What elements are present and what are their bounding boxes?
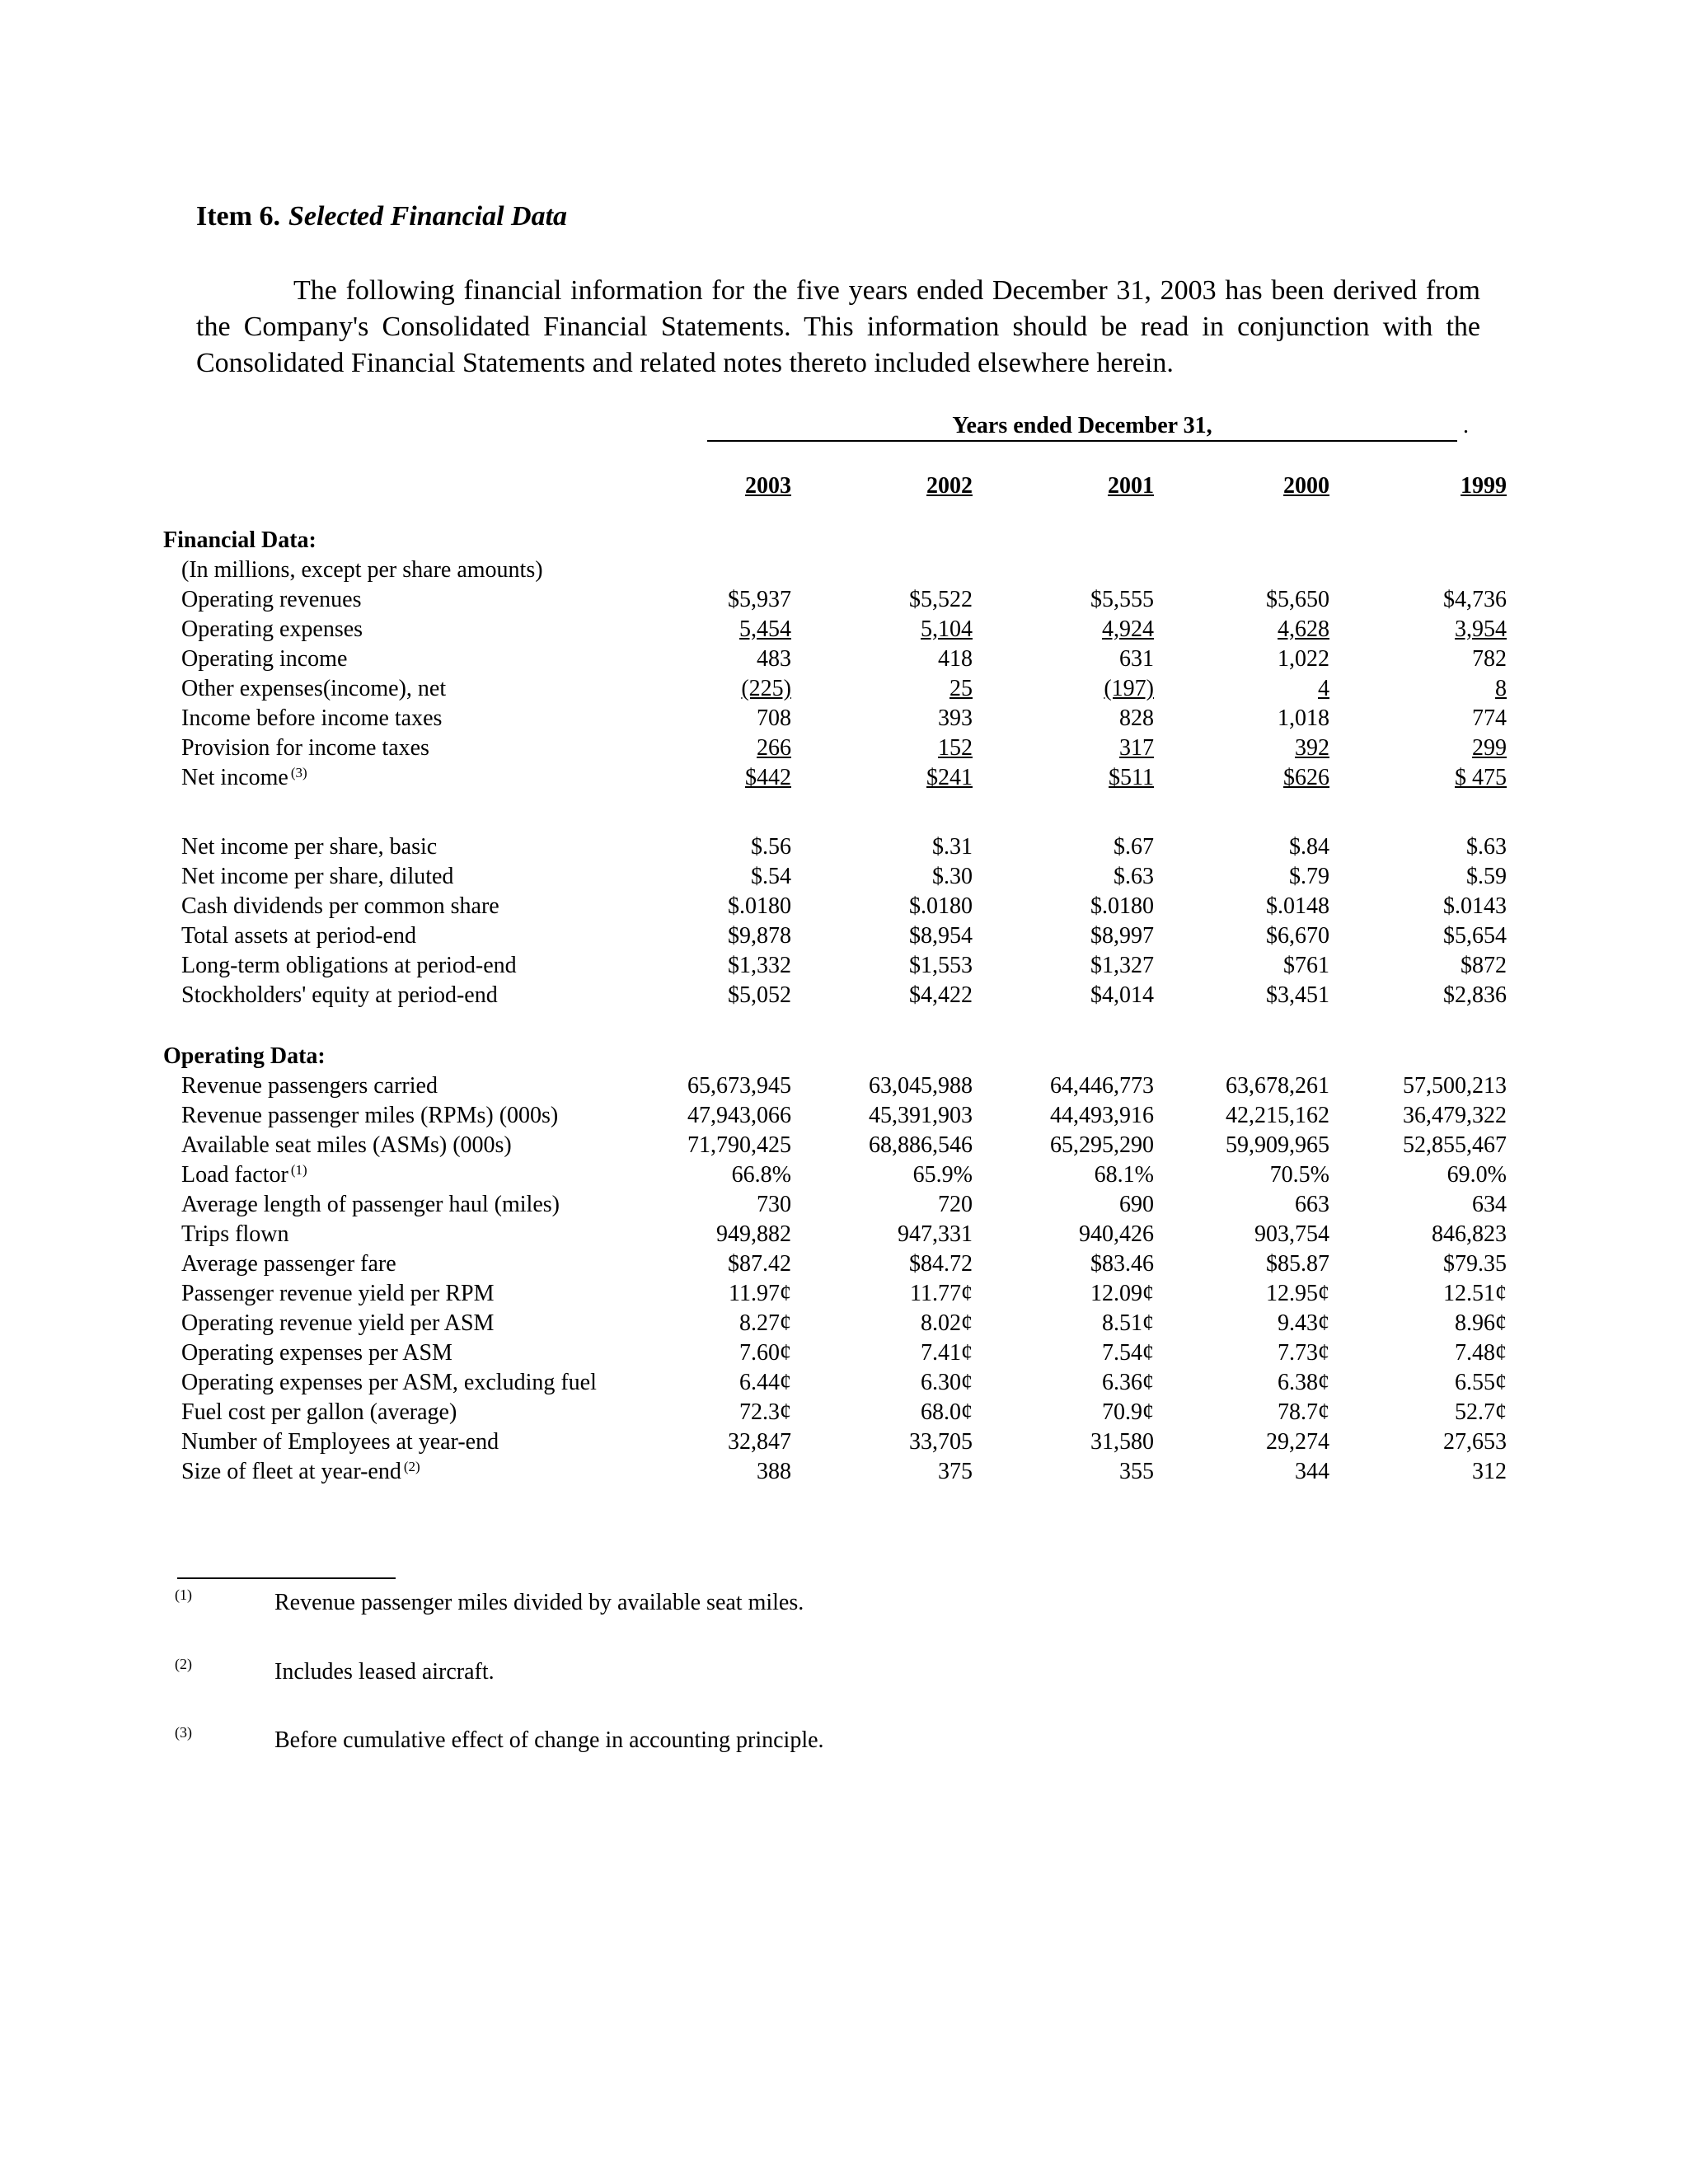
cell-value: 45,391,903: [869, 1103, 973, 1128]
cell-value: 52,855,467: [1403, 1132, 1507, 1158]
cell-value: 774: [1472, 705, 1507, 731]
table-row: [0, 1279, 1688, 1309]
cell-value: 8.27¢: [739, 1310, 791, 1336]
cell-value: 7.60¢: [739, 1340, 791, 1366]
cell-value: 730: [757, 1192, 791, 1217]
financial-data-note: (In millions, except per share amounts): [181, 557, 543, 583]
cell-value: 78.7¢: [1278, 1399, 1329, 1425]
intro-paragraph: [196, 273, 1480, 382]
cell-value: 68,886,546: [869, 1132, 973, 1158]
cell-value: $.0143: [1443, 893, 1507, 919]
table-row: [0, 1457, 1688, 1487]
financial-note-row: [0, 555, 1688, 585]
table-row: [0, 832, 1688, 862]
cell-value: 392: [1295, 735, 1329, 761]
cell-value: $761: [1283, 953, 1329, 978]
table-row: [0, 585, 1688, 615]
cell-value: 299: [1472, 735, 1507, 761]
cell-value: 720: [938, 1192, 973, 1217]
cell-value: 940,426: [1079, 1221, 1154, 1247]
cell-value: 947,331: [898, 1221, 973, 1247]
cell-value: 6.55¢: [1455, 1370, 1507, 1395]
cell-value: 7.54¢: [1102, 1340, 1154, 1366]
cell-value: $1,553: [909, 953, 973, 978]
cell-value: $5,937: [728, 587, 791, 612]
cell-value: 1,018: [1278, 705, 1329, 731]
footnote-ref: (2): [403, 1459, 420, 1474]
cell-value: 57,500,213: [1403, 1073, 1507, 1099]
cell-value: (225): [741, 676, 791, 701]
cell-value: $ 475: [1455, 765, 1507, 790]
cell-value: 70.5%: [1269, 1162, 1329, 1188]
cell-value: $5,555: [1090, 587, 1154, 612]
cell-value: $.54: [751, 864, 791, 889]
cell-value: 25: [950, 676, 973, 701]
table-row: [0, 1309, 1688, 1338]
cell-value: 6.44¢: [739, 1370, 791, 1395]
cell-value: 66.8%: [731, 1162, 791, 1188]
table-row: [0, 1368, 1688, 1398]
cell-value: 312: [1472, 1459, 1507, 1484]
cell-value: 8.51¢: [1102, 1310, 1154, 1336]
row-label-text: Size of fleet at year-end: [181, 1459, 401, 1484]
cell-value: $.63: [1466, 834, 1507, 860]
cell-value: 11.77¢: [910, 1281, 973, 1306]
table-row: [0, 704, 1688, 733]
row-label: Operating revenues: [181, 587, 362, 612]
cell-value: 266: [757, 735, 791, 761]
cell-value: 65,673,945: [687, 1073, 791, 1099]
cell-value: $.0180: [728, 893, 791, 919]
cell-value: 12.51¢: [1443, 1281, 1507, 1306]
cell-value: 71,790,425: [687, 1132, 791, 1158]
cell-value: $872: [1461, 953, 1507, 978]
cell-value: 65.9%: [912, 1162, 973, 1188]
cell-value: $1,332: [728, 953, 791, 978]
cell-value: $.56: [751, 834, 791, 860]
row-label: Cash dividends per common share: [181, 893, 499, 919]
operating-heading-row: [0, 1042, 1688, 1071]
row-label: [181, 1457, 420, 1487]
cell-value: 828: [1119, 705, 1154, 731]
cell-value: 59,909,965: [1226, 1132, 1329, 1158]
cell-value: $84.72: [909, 1251, 973, 1277]
table-row: [0, 615, 1688, 644]
cell-value: 418: [938, 646, 973, 672]
cell-value: 8: [1495, 676, 1507, 701]
row-label: Revenue passenger miles (RPMs) (000s): [181, 1103, 559, 1128]
cell-value: $.30: [932, 864, 973, 889]
table-row: [0, 1338, 1688, 1368]
cell-value: 846,823: [1432, 1221, 1507, 1247]
row-label: Fuel cost per gallon (average): [181, 1399, 457, 1425]
financial-data-heading: Financial Data:: [163, 527, 316, 553]
table-row: [0, 644, 1688, 674]
cell-value: 631: [1119, 646, 1154, 672]
table-row: [0, 1101, 1688, 1131]
cell-value: 5,104: [921, 616, 973, 642]
year-header-row: [0, 471, 1688, 501]
cell-value: $4,422: [909, 982, 973, 1008]
row-label: Provision for income taxes: [181, 735, 429, 761]
row-label: Average passenger fare: [181, 1251, 396, 1277]
cell-value: 68.0¢: [921, 1399, 973, 1425]
cell-value: 393: [938, 705, 973, 731]
cell-value: 72.3¢: [739, 1399, 791, 1425]
row-label: Operating expenses per ASM, excluding fuel: [181, 1370, 597, 1395]
table-row: [0, 1160, 1688, 1190]
cell-value: $1,327: [1090, 953, 1154, 978]
intro-text: The following financial information for the five years ended December 31, 2003 has been derived from the Company's Consolidated Financial Statements. This information should be read in conjunction with the Consolidated Financial Statements and related notes thereto included elsewhere herein.: [196, 275, 1480, 378]
cell-value: 388: [757, 1459, 791, 1484]
cell-value: $.63: [1114, 864, 1154, 889]
table-row: [0, 981, 1688, 1010]
table-row: [0, 862, 1688, 892]
cell-value: 1,022: [1278, 646, 1329, 672]
footnote: [0, 1657, 1688, 1687]
cell-value: 7.41¢: [921, 1340, 973, 1366]
cell-value: $5,654: [1443, 923, 1507, 949]
cell-value: $.79: [1289, 864, 1329, 889]
table-row: [0, 674, 1688, 704]
cell-value: 317: [1119, 735, 1154, 761]
cell-value: 63,045,988: [869, 1073, 973, 1099]
cell-value: 29,274: [1266, 1429, 1329, 1455]
footnote: [0, 1726, 1688, 1755]
table-row: [0, 1398, 1688, 1427]
cell-value: 44,493,916: [1050, 1103, 1154, 1128]
cell-value: 355: [1119, 1459, 1154, 1484]
cell-value: 634: [1472, 1192, 1507, 1217]
row-label: Income before income taxes: [181, 705, 443, 731]
table-row: [0, 1071, 1688, 1101]
cell-value: 4,628: [1278, 616, 1329, 642]
cell-value: $.31: [932, 834, 973, 860]
footnote: [0, 1588, 1688, 1618]
footnote-text: Includes leased aircraft.: [274, 1659, 495, 1685]
table-row: [0, 892, 1688, 921]
cell-value: 32,847: [728, 1429, 791, 1455]
cell-value: $511: [1109, 765, 1154, 790]
cell-value: $79.35: [1443, 1251, 1507, 1277]
cell-value: 344: [1295, 1459, 1329, 1484]
cell-value: 31,580: [1090, 1429, 1154, 1455]
cell-value: 12.09¢: [1090, 1281, 1154, 1306]
cell-value: 9.43¢: [1278, 1310, 1329, 1336]
operating-data-heading: Operating Data:: [163, 1043, 326, 1069]
table-row: [0, 1131, 1688, 1160]
cell-value: 375: [938, 1459, 973, 1484]
cell-value: 36,479,322: [1403, 1103, 1507, 1128]
table-row: [0, 763, 1688, 793]
year-header: 1999: [1461, 473, 1507, 499]
cell-value: $8,997: [1090, 923, 1154, 949]
cell-value: 63,678,261: [1226, 1073, 1329, 1099]
cell-value: 3,954: [1455, 616, 1507, 642]
cell-value: 663: [1295, 1192, 1329, 1217]
footnote-mark: (3): [175, 1724, 192, 1741]
cell-value: 27,653: [1443, 1429, 1507, 1455]
cell-value: (197): [1104, 676, 1154, 701]
row-label: Revenue passengers carried: [181, 1073, 438, 1099]
cell-value: 70.9¢: [1102, 1399, 1154, 1425]
cell-value: $.84: [1289, 834, 1329, 860]
cell-value: 7.73¢: [1278, 1340, 1329, 1366]
cell-value: $2,836: [1443, 982, 1507, 1008]
cell-value: $4,014: [1090, 982, 1154, 1008]
section-title: Selected Financial Data: [288, 201, 568, 232]
table-row: [0, 1220, 1688, 1249]
cell-value: $9,878: [728, 923, 791, 949]
footnote-divider: [177, 1577, 396, 1579]
cell-value: 949,882: [716, 1221, 791, 1247]
row-label: Operating expenses per ASM: [181, 1340, 452, 1366]
cell-value: 5,454: [739, 616, 791, 642]
cell-value: 483: [757, 646, 791, 672]
row-label: Net income per share, basic: [181, 834, 438, 860]
row-label: Stockholders' equity at period-end: [181, 982, 498, 1008]
period-header-label: Years ended December 31,: [952, 413, 1212, 438]
cell-value: 12.95¢: [1266, 1281, 1329, 1306]
item-number: Item 6.: [196, 201, 280, 232]
cell-value: 782: [1472, 646, 1507, 672]
cell-value: $.0148: [1266, 893, 1329, 919]
cell-value: $4,736: [1443, 587, 1507, 612]
cell-value: 903,754: [1254, 1221, 1329, 1247]
cell-value: 68.1%: [1094, 1162, 1154, 1188]
footnote-mark: (1): [175, 1586, 192, 1603]
cell-value: 8.02¢: [921, 1310, 973, 1336]
cell-value: 7.48¢: [1455, 1340, 1507, 1366]
row-label: [181, 763, 307, 793]
cell-value: 65,295,290: [1050, 1132, 1154, 1158]
cell-value: $5,650: [1266, 587, 1329, 612]
cell-value: 4: [1318, 676, 1329, 701]
cell-value: 6.38¢: [1278, 1370, 1329, 1395]
cell-value: $626: [1283, 765, 1329, 790]
year-header: 2003: [745, 473, 791, 499]
financial-heading-row: [0, 526, 1688, 555]
row-label: Other expenses(income), net: [181, 676, 447, 701]
cell-value: 8.96¢: [1455, 1310, 1507, 1336]
table-row: [0, 1427, 1688, 1457]
row-label: Number of Employees at year-end: [181, 1429, 499, 1455]
row-label: Operating revenue yield per ASM: [181, 1310, 495, 1336]
cell-value: 6.36¢: [1102, 1370, 1154, 1395]
row-label: Operating expenses: [181, 616, 363, 642]
footnote-text: Revenue passenger miles divided by available seat miles.: [274, 1590, 804, 1615]
cell-value: 11.97¢: [729, 1281, 791, 1306]
cell-value: 6.30¢: [921, 1370, 973, 1395]
table-row: [0, 1190, 1688, 1220]
section-heading: [196, 201, 567, 232]
period-header-tail: .: [1463, 413, 1469, 438]
row-label: Total assets at period-end: [181, 923, 416, 949]
cell-value: $.59: [1466, 864, 1507, 889]
cell-value: 42,215,162: [1226, 1103, 1329, 1128]
cell-value: $.67: [1114, 834, 1154, 860]
row-label: Long-term obligations at period-end: [181, 953, 517, 978]
row-label: Average length of passenger haul (miles): [181, 1192, 560, 1217]
cell-value: 69.0%: [1447, 1162, 1507, 1188]
table-row: [0, 921, 1688, 951]
row-label-text: Load factor: [181, 1162, 288, 1188]
row-label: [181, 1160, 307, 1190]
footnote-mark: (2): [175, 1656, 192, 1672]
cell-value: $85.87: [1266, 1251, 1329, 1277]
period-header: [707, 412, 1469, 442]
cell-value: $3,451: [1266, 982, 1329, 1008]
row-label: Available seat miles (ASMs) (000s): [181, 1132, 512, 1158]
cell-value: $83.46: [1090, 1251, 1154, 1277]
row-label: Operating income: [181, 646, 348, 672]
cell-value: $6,670: [1266, 923, 1329, 949]
row-label-text: Net income: [181, 765, 288, 790]
footnote-text: Before cumulative effect of change in accounting principle.: [274, 1727, 824, 1753]
cell-value: $5,522: [909, 587, 973, 612]
table-row: [0, 951, 1688, 981]
cell-value: $442: [745, 765, 791, 790]
row-label: Net income per share, diluted: [181, 864, 454, 889]
footnote-ref: (1): [290, 1162, 307, 1178]
cell-value: 33,705: [909, 1429, 973, 1455]
footnote-ref: (3): [290, 765, 307, 780]
year-header: 2001: [1108, 473, 1154, 499]
cell-value: 690: [1119, 1192, 1154, 1217]
row-label: Passenger revenue yield per RPM: [181, 1281, 495, 1306]
cell-value: $.0180: [909, 893, 973, 919]
cell-value: 64,446,773: [1050, 1073, 1154, 1099]
cell-value: 152: [938, 735, 973, 761]
table-row: [0, 733, 1688, 763]
cell-value: $5,052: [728, 982, 791, 1008]
cell-value: $.0180: [1090, 893, 1154, 919]
year-header: 2002: [926, 473, 973, 499]
cell-value: $241: [926, 765, 973, 790]
cell-value: 4,924: [1102, 616, 1154, 642]
cell-value: 52.7¢: [1455, 1399, 1507, 1425]
cell-value: 708: [757, 705, 791, 731]
year-header: 2000: [1283, 473, 1329, 499]
table-row: [0, 1249, 1688, 1279]
cell-value: $87.42: [728, 1251, 791, 1277]
cell-value: 47,943,066: [687, 1103, 791, 1128]
cell-value: $8,954: [909, 923, 973, 949]
row-label: Trips flown: [181, 1221, 289, 1247]
